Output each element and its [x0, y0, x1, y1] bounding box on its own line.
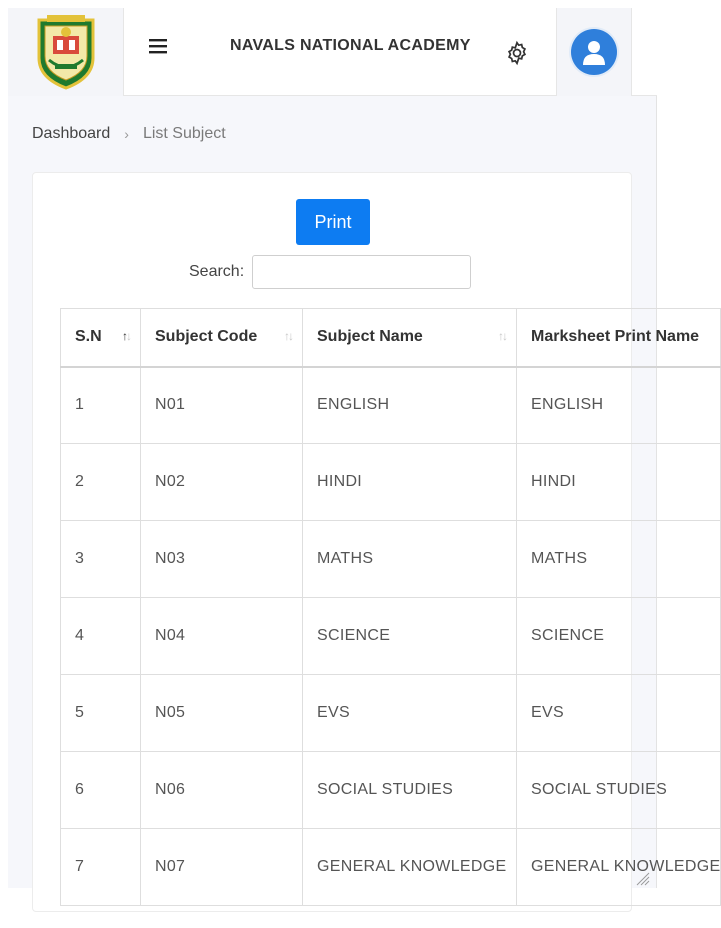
search-input[interactable]: [252, 255, 471, 289]
avatar[interactable]: [571, 29, 617, 75]
sort-icon: ↑↓: [284, 329, 292, 343]
column-header-marksheet-print-name[interactable]: [517, 309, 721, 367]
breadcrumb: [32, 125, 226, 143]
cell-subject-code: N03: [141, 521, 303, 598]
cell-subject-code: N07: [141, 829, 303, 906]
table-row[interactable]: [61, 598, 721, 675]
cell-sn: 3: [61, 521, 141, 598]
settings-button[interactable]: [502, 38, 532, 68]
cell-subject-name: SOCIAL STUDIES: [303, 752, 517, 829]
top-navbar: [8, 8, 657, 96]
table-row[interactable]: [61, 521, 721, 598]
search-label: Search:: [189, 263, 245, 280]
user-avatar-icon: [581, 38, 607, 66]
cell-marksheet-name: SCIENCE: [517, 598, 721, 675]
breadcrumb-separator: ›: [124, 126, 129, 142]
hamburger-menu-button[interactable]: [144, 32, 172, 60]
school-crest-logo: [35, 14, 97, 90]
cell-subject-name: MATHS: [303, 521, 517, 598]
print-button[interactable]: Print: [296, 199, 370, 245]
cell-sn: 7: [61, 829, 141, 906]
cell-subject-code: N05: [141, 675, 303, 752]
hamburger-menu-icon: [149, 38, 167, 54]
sort-ascending-icon: ↑↓: [122, 329, 130, 343]
column-header-label: Subject Code: [155, 328, 258, 346]
cell-sn: 5: [61, 675, 141, 752]
cell-subject-name: SCIENCE: [303, 598, 517, 675]
table-row[interactable]: [61, 367, 721, 444]
cell-subject-code: N02: [141, 444, 303, 521]
cell-subject-name: EVS: [303, 675, 517, 752]
cell-subject-code: N04: [141, 598, 303, 675]
table-row[interactable]: [61, 752, 721, 829]
app-window: [8, 8, 721, 888]
column-header-label: Subject Name: [317, 328, 423, 346]
cell-subject-name: GENERAL KNOWLEDGE: [303, 829, 517, 906]
cell-marksheet-name: EVS: [517, 675, 721, 752]
table-header-row: [61, 309, 721, 367]
cell-subject-name: HINDI: [303, 444, 517, 521]
gear-icon: [504, 40, 530, 66]
column-header-subject-code[interactable]: [141, 309, 303, 367]
column-header-label: S.N: [75, 328, 102, 346]
cell-marksheet-name: HINDI: [517, 444, 721, 521]
resize-grip-icon[interactable]: [634, 870, 650, 886]
sort-icon: ↑↓: [498, 329, 506, 343]
column-header-subject-name[interactable]: [303, 309, 517, 367]
cell-sn: 1: [61, 367, 141, 444]
breadcrumb-dashboard-link[interactable]: Dashboard: [32, 125, 111, 142]
app-title: NAVALS NATIONAL ACADEMY: [230, 37, 471, 54]
user-menu: [556, 8, 632, 96]
table-row[interactable]: [61, 829, 721, 906]
table-row[interactable]: [61, 444, 721, 521]
breadcrumb-current: List Subject: [142, 125, 226, 142]
cell-sn: 4: [61, 598, 141, 675]
cell-sn: 2: [61, 444, 141, 521]
cell-marksheet-name: MATHS: [517, 521, 721, 598]
cell-subject-code: N01: [141, 367, 303, 444]
cell-marksheet-name: SOCIAL STUDIES: [517, 752, 721, 829]
subject-table-container[interactable]: [60, 308, 721, 928]
column-header-sn[interactable]: [61, 309, 141, 367]
logo-container[interactable]: [8, 8, 124, 96]
column-header-label: Marksheet Print Name: [531, 328, 700, 346]
cell-marksheet-name: GENERAL KNOWLEDGE: [517, 829, 721, 906]
cell-subject-code: N06: [141, 752, 303, 829]
cell-sn: 6: [61, 752, 141, 829]
subject-table: [60, 308, 721, 906]
cell-subject-name: ENGLISH: [303, 367, 517, 444]
cell-marksheet-name: ENGLISH: [517, 367, 721, 444]
table-row[interactable]: [61, 675, 721, 752]
search-area: [189, 255, 471, 289]
